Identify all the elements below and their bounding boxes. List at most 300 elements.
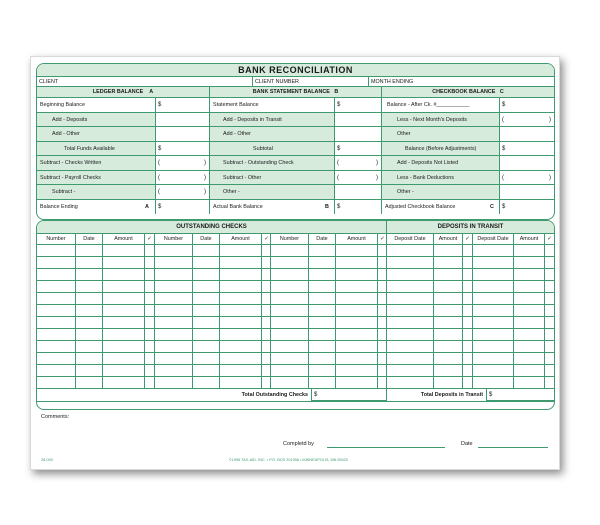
entry-cell-amount[interactable]	[219, 365, 261, 377]
col-header-check: ✓	[144, 234, 154, 245]
entry-cell-amount[interactable]	[433, 245, 462, 257]
ledger-close-paren: )	[204, 160, 206, 166]
entry-cell-date[interactable]	[308, 317, 335, 329]
entry-cell-number[interactable]	[270, 281, 308, 293]
entry-cell-number[interactable]	[154, 341, 192, 353]
entry-cell-check[interactable]	[544, 269, 554, 281]
ledger-open-paren: (	[158, 189, 160, 195]
checkbook-header-text: CHECKBOOK BALANCE	[432, 89, 496, 95]
bank-row-label: Other -	[209, 185, 334, 200]
entry-cell-deposit-date[interactable]	[386, 281, 433, 293]
entry-cell-amount[interactable]	[335, 329, 377, 341]
ledger-row-label: Subtract - Checks Written	[37, 156, 155, 171]
entry-cell-number[interactable]	[270, 257, 308, 269]
entry-cell-amount[interactable]	[335, 317, 377, 329]
bank-row-value[interactable]	[334, 156, 381, 171]
entry-cell-deposit-date[interactable]	[472, 317, 513, 329]
entry-cell-number[interactable]	[270, 305, 308, 317]
entry-cell-date[interactable]	[75, 257, 102, 269]
checkbook-ending-label: Adjusted Checkbook Balance	[385, 203, 456, 210]
entry-cell-date[interactable]	[308, 281, 335, 293]
entry-cell-deposit-date[interactable]	[472, 269, 513, 281]
entry-cell-check[interactable]	[544, 353, 554, 365]
ledger-ending-label: Balance Ending	[40, 203, 78, 210]
col-header-amount: Amount	[433, 234, 462, 245]
checkbook-row-label: Other -	[381, 185, 499, 200]
entry-cell-date[interactable]	[308, 257, 335, 269]
entry-cell-date[interactable]	[75, 329, 102, 341]
col-header-check: ✓	[377, 234, 387, 245]
ledger-ending-value[interactable]	[155, 200, 209, 215]
bank-open-paren: (	[337, 174, 339, 181]
month-ending-field[interactable]	[368, 77, 554, 87]
summary-section	[36, 63, 555, 220]
bank-header	[209, 87, 381, 98]
ledger-row-label: Subtract -	[37, 185, 155, 200]
entry-cell-number[interactable]	[37, 317, 75, 329]
entry-cell-date[interactable]	[75, 317, 102, 329]
checkbook-row-value[interactable]	[499, 185, 554, 200]
entry-cell-number[interactable]	[37, 245, 75, 257]
date-label: Date	[461, 441, 473, 447]
entry-cell-amount[interactable]	[219, 281, 261, 293]
ledger-row-label: Beginning Balance	[37, 98, 155, 113]
checkbook-row-label: Less - Bank Deductions	[381, 171, 499, 186]
entry-cell-date[interactable]	[75, 341, 102, 353]
entry-cell-amount[interactable]	[102, 305, 144, 317]
entry-cell-number[interactable]	[154, 269, 192, 281]
entry-cell-number[interactable]	[37, 269, 75, 281]
entry-cell-date[interactable]	[75, 353, 102, 365]
total-deposits-label: Total Deposits in Transit	[386, 389, 486, 401]
ledger-dollar-sign: $	[158, 145, 162, 152]
entry-cell-deposit-date[interactable]	[386, 269, 433, 281]
entry-cell-amount[interactable]	[513, 329, 544, 341]
entry-cell-amount[interactable]	[102, 341, 144, 353]
entry-cell-check[interactable]	[544, 293, 554, 305]
entry-cell-date[interactable]	[308, 353, 335, 365]
bank-close-paren: )	[376, 174, 378, 181]
entry-cell-date[interactable]	[192, 245, 219, 257]
total-deposits-dollar: $	[489, 392, 493, 398]
entry-cell-date[interactable]	[308, 365, 335, 377]
entry-cell-number[interactable]	[37, 365, 75, 377]
entry-cell-amount[interactable]	[433, 341, 462, 353]
entry-cell-check[interactable]	[462, 305, 472, 317]
checkbook-row-value[interactable]	[499, 113, 554, 128]
entry-cell-amount[interactable]	[219, 341, 261, 353]
entry-cell-amount[interactable]	[335, 245, 377, 257]
bank-row-label: Statement Balance	[209, 98, 334, 113]
entry-cell-date[interactable]	[75, 281, 102, 293]
ledger-open-paren: (	[158, 160, 160, 166]
entry-cell-amount[interactable]	[335, 377, 377, 389]
entry-cell-amount[interactable]	[433, 353, 462, 365]
bank-row-value[interactable]	[334, 113, 381, 128]
entry-cell-deposit-date[interactable]	[386, 341, 433, 353]
entry-cell-number[interactable]	[270, 377, 308, 389]
bank-row-label: Subtract - Outstanding Check	[209, 156, 334, 171]
entry-cell-amount[interactable]	[335, 269, 377, 281]
col-header-check: ✓	[462, 234, 472, 245]
entry-cell-check[interactable]	[144, 245, 154, 257]
entry-cell-deposit-date[interactable]	[386, 329, 433, 341]
col-header-amount: Amount	[102, 234, 144, 245]
entry-cell-check[interactable]	[462, 293, 472, 305]
entry-cell-check[interactable]	[462, 317, 472, 329]
entry-cell-number[interactable]	[270, 341, 308, 353]
entry-cell-check[interactable]	[144, 353, 154, 365]
entry-cell-number[interactable]	[37, 329, 75, 341]
bank-row-label: Add - Other	[209, 127, 334, 142]
entry-cell-amount[interactable]	[433, 329, 462, 341]
entry-cell-date[interactable]	[192, 257, 219, 269]
entry-cell-number[interactable]	[154, 245, 192, 257]
entry-cell-number[interactable]	[37, 281, 75, 293]
checkbook-header	[381, 87, 554, 98]
entry-cell-amount[interactable]	[219, 269, 261, 281]
ledger-close-paren: )	[204, 174, 206, 181]
checkbook-row-label: Add - Deposits Not Listed	[381, 156, 499, 171]
entry-cell-amount[interactable]	[513, 365, 544, 377]
entry-cell-number[interactable]	[154, 293, 192, 305]
entry-cell-amount[interactable]	[513, 281, 544, 293]
entry-cell-date[interactable]	[308, 245, 335, 257]
entry-cell-date[interactable]	[308, 305, 335, 317]
entry-cell-check[interactable]	[544, 317, 554, 329]
entry-cell-amount[interactable]	[102, 281, 144, 293]
entry-cell-amount[interactable]	[513, 353, 544, 365]
entry-cell-deposit-date[interactable]	[472, 377, 513, 389]
entry-cell-check[interactable]	[544, 341, 554, 353]
entry-cell-check[interactable]	[144, 293, 154, 305]
ledger-letter: A	[149, 89, 154, 95]
entry-cell-amount[interactable]	[335, 365, 377, 377]
entry-cell-check[interactable]	[144, 257, 154, 269]
deposits-title: DEPOSITS IN TRANSIT	[386, 221, 554, 234]
entry-cell-date[interactable]	[192, 353, 219, 365]
ledger-row-value[interactable]	[155, 142, 209, 157]
checkbook-letter: C	[499, 89, 504, 95]
entry-cell-number[interactable]	[37, 353, 75, 365]
ledger-row-value[interactable]	[155, 156, 209, 171]
entry-cell-deposit-date[interactable]	[386, 245, 433, 257]
entry-cell-number[interactable]	[270, 353, 308, 365]
checkbook-dollar-sign: $	[502, 145, 506, 152]
entry-cell-number[interactable]	[37, 257, 75, 269]
entry-cell-check[interactable]	[144, 269, 154, 281]
entry-cell-check[interactable]	[144, 341, 154, 353]
entry-cell-amount[interactable]	[433, 317, 462, 329]
entry-cell-date[interactable]	[75, 245, 102, 257]
entry-cell-date[interactable]	[192, 305, 219, 317]
entry-cell-date[interactable]	[75, 377, 102, 389]
entry-cell-amount[interactable]	[513, 317, 544, 329]
entry-cell-amount[interactable]	[433, 281, 462, 293]
entry-cell-check[interactable]	[462, 377, 472, 389]
client-number-field[interactable]	[252, 77, 368, 87]
total-outstanding-label: Total Outstanding Checks	[241, 392, 308, 398]
checkbook-row-value[interactable]	[499, 98, 554, 113]
entry-cell-amount[interactable]	[102, 257, 144, 269]
bank-row-value[interactable]	[334, 98, 381, 113]
col-header-check: ✓	[544, 234, 554, 245]
bank-row-value[interactable]	[334, 127, 381, 142]
entry-cell-check[interactable]	[462, 245, 472, 257]
entry-cell-amount[interactable]	[219, 377, 261, 389]
ledger-open-paren: (	[158, 174, 160, 181]
entry-cell-number[interactable]	[37, 293, 75, 305]
entry-cell-amount[interactable]	[335, 257, 377, 269]
checkbook-row-value[interactable]	[499, 171, 554, 186]
entry-cell-number[interactable]	[37, 305, 75, 317]
checkbook-ending	[381, 200, 499, 215]
col-header-date: Date	[308, 234, 335, 245]
entry-cell-amount[interactable]	[219, 305, 261, 317]
entry-cell-date[interactable]	[308, 341, 335, 353]
col-header-deposit-date: Deposit Date	[386, 234, 433, 245]
ledger-row-value[interactable]	[155, 185, 209, 200]
entry-cell-date[interactable]	[192, 269, 219, 281]
form-title: BANK RECONCILIATION	[37, 64, 554, 77]
entry-cell-date[interactable]	[192, 365, 219, 377]
checkbook-row-label: Other	[381, 127, 499, 142]
entry-cell-number[interactable]	[154, 377, 192, 389]
entry-cell-deposit-date[interactable]	[386, 257, 433, 269]
entry-cell-check[interactable]	[462, 353, 472, 365]
checkbook-ending-letter: C	[490, 203, 494, 210]
bank-row-label: Subtract - Other	[209, 171, 334, 186]
entry-cell-date[interactable]	[308, 269, 335, 281]
entry-cell-amount[interactable]	[102, 245, 144, 257]
entry-cell-deposit-date[interactable]	[472, 365, 513, 377]
entry-cell-date[interactable]	[75, 305, 102, 317]
entry-cell-amount[interactable]	[513, 377, 544, 389]
entry-cell-check[interactable]	[544, 281, 554, 293]
outstanding-checks-title: OUTSTANDING CHECKS	[37, 221, 386, 234]
reconciliation-form	[30, 56, 560, 470]
entry-cell-amount[interactable]	[433, 257, 462, 269]
entry-cell-deposit-date[interactable]	[472, 353, 513, 365]
bank-dollar-sign: $	[337, 145, 341, 152]
entry-cell-amount[interactable]	[433, 269, 462, 281]
ledger-header	[37, 87, 209, 98]
entry-cell-check[interactable]	[462, 257, 472, 269]
entry-cell-date[interactable]	[75, 269, 102, 281]
checkbook-row-value[interactable]	[499, 142, 554, 157]
entry-cell-amount[interactable]	[102, 329, 144, 341]
col-header-date: Date	[192, 234, 219, 245]
entry-cell-check[interactable]	[544, 377, 554, 389]
entry-cell-deposit-date[interactable]	[472, 329, 513, 341]
col-header-amount: Amount	[219, 234, 261, 245]
entry-cell-amount[interactable]	[102, 269, 144, 281]
entry-cell-date[interactable]	[75, 365, 102, 377]
entry-cell-deposit-date[interactable]	[386, 353, 433, 365]
entry-cell-deposit-date[interactable]	[472, 305, 513, 317]
checkbook-open-paren: (	[502, 174, 504, 181]
ledger-row-value[interactable]	[155, 113, 209, 128]
col-header-amount: Amount	[513, 234, 544, 245]
entry-cell-amount[interactable]	[513, 245, 544, 257]
bank-row-value[interactable]	[334, 185, 381, 200]
entry-cell-date[interactable]	[308, 329, 335, 341]
entry-cell-date[interactable]	[192, 341, 219, 353]
entry-cell-amount[interactable]	[335, 305, 377, 317]
entry-cell-check[interactable]	[144, 305, 154, 317]
entry-cell-check[interactable]	[544, 329, 554, 341]
checkbook-row-label: Balance - After Ck. #___________	[381, 98, 499, 113]
entry-cell-check[interactable]	[544, 365, 554, 377]
date-line[interactable]	[478, 447, 548, 448]
entry-cell-amount[interactable]	[513, 293, 544, 305]
ledger-row-value[interactable]	[155, 98, 209, 113]
entry-cell-deposit-date[interactable]	[386, 305, 433, 317]
completed-by-line[interactable]	[327, 447, 445, 448]
month-ending-label: MONTH ENDING	[371, 79, 414, 85]
completed-by-label: Completd by	[283, 441, 314, 447]
entry-cell-number[interactable]	[154, 305, 192, 317]
entry-cell-amount[interactable]	[433, 293, 462, 305]
entry-cell-amount[interactable]	[335, 293, 377, 305]
entry-cell-date[interactable]	[308, 293, 335, 305]
ledger-row-value[interactable]	[155, 127, 209, 142]
entry-cell-amount[interactable]	[102, 365, 144, 377]
client-field[interactable]	[37, 77, 252, 87]
entry-cell-check[interactable]	[544, 257, 554, 269]
entry-cell-number[interactable]	[270, 365, 308, 377]
entry-cell-check[interactable]	[544, 245, 554, 257]
entry-cell-date[interactable]	[308, 377, 335, 389]
entry-cell-date[interactable]	[192, 329, 219, 341]
entry-cell-date[interactable]	[192, 317, 219, 329]
entry-cell-deposit-date[interactable]	[472, 245, 513, 257]
entry-cell-number[interactable]	[154, 353, 192, 365]
bank-letter: B	[334, 89, 339, 95]
entry-cell-amount[interactable]	[513, 269, 544, 281]
bank-ending	[209, 200, 334, 215]
entry-cell-number[interactable]	[270, 317, 308, 329]
checkbook-ending-value[interactable]	[499, 200, 554, 215]
entry-cell-check[interactable]	[144, 281, 154, 293]
entry-cell-deposit-date[interactable]	[386, 317, 433, 329]
entry-cell-check[interactable]	[462, 329, 472, 341]
ledger-ending-letter: A	[145, 203, 149, 210]
bank-header-text: BANK STATEMENT BALANCE	[252, 89, 330, 95]
entry-cell-deposit-date[interactable]	[472, 281, 513, 293]
entry-cell-deposit-date[interactable]	[472, 293, 513, 305]
total-outstanding-dollar: $	[314, 392, 318, 398]
entry-cell-date[interactable]	[192, 377, 219, 389]
entry-cell-number[interactable]	[154, 365, 192, 377]
entry-cell-amount[interactable]	[219, 245, 261, 257]
entry-cell-check[interactable]	[144, 365, 154, 377]
checkbook-close-paren: )	[549, 116, 551, 123]
entry-cell-number[interactable]	[37, 341, 75, 353]
checkbook-dollar-sign: $	[502, 102, 506, 108]
bank-ending-value[interactable]	[334, 200, 381, 215]
entry-cell-number[interactable]	[270, 293, 308, 305]
bank-open-paren: (	[337, 160, 339, 166]
entry-cell-date[interactable]	[192, 293, 219, 305]
entry-cell-date[interactable]	[192, 281, 219, 293]
entry-cell-number[interactable]	[154, 317, 192, 329]
entry-cell-deposit-date[interactable]	[386, 293, 433, 305]
bank-row-value[interactable]	[334, 171, 381, 186]
checkbook-row-value[interactable]	[499, 156, 554, 171]
ledger-close-paren: )	[204, 189, 206, 195]
entry-cell-number[interactable]	[37, 377, 75, 389]
entry-cell-amount[interactable]	[102, 317, 144, 329]
entry-cell-deposit-date[interactable]	[386, 365, 433, 377]
checkbook-row-value[interactable]	[499, 127, 554, 142]
entry-cell-amount[interactable]	[219, 353, 261, 365]
ledger-row-label: Add - Other	[37, 127, 155, 142]
entry-cell-check[interactable]	[462, 365, 472, 377]
entry-cell-amount[interactable]	[513, 341, 544, 353]
entry-cell-amount[interactable]	[219, 329, 261, 341]
checkbook-ending-dollar: $	[502, 203, 506, 210]
entry-cell-deposit-date[interactable]	[472, 341, 513, 353]
entry-cell-check[interactable]	[462, 281, 472, 293]
ledger-row-value[interactable]	[155, 171, 209, 186]
entry-cell-amount[interactable]	[433, 377, 462, 389]
entry-cell-number[interactable]	[154, 281, 192, 293]
col-header-date: Date	[75, 234, 102, 245]
entry-cell-check[interactable]	[462, 269, 472, 281]
entry-cell-amount[interactable]	[433, 365, 462, 377]
ledger-ending-dollar: $	[158, 203, 162, 210]
entry-cell-amount[interactable]	[219, 293, 261, 305]
entry-cell-number[interactable]	[154, 329, 192, 341]
entry-cell-date[interactable]	[75, 293, 102, 305]
entry-cell-amount[interactable]	[513, 305, 544, 317]
totals-divider	[37, 401, 554, 402]
entry-cell-amount[interactable]	[102, 377, 144, 389]
entry-cell-amount[interactable]	[219, 317, 261, 329]
entry-cell-amount[interactable]	[433, 305, 462, 317]
entry-cell-amount[interactable]	[102, 353, 144, 365]
entry-cell-amount[interactable]	[335, 341, 377, 353]
entry-cell-deposit-date[interactable]	[472, 257, 513, 269]
entry-cell-check[interactable]	[144, 329, 154, 341]
entry-cell-number[interactable]	[154, 257, 192, 269]
ledger-header-text: LEDGER BALANCE	[92, 89, 144, 95]
total-deposits-value[interactable]	[486, 389, 554, 401]
entry-cell-check[interactable]	[144, 317, 154, 329]
bank-row-label: Add - Deposits in Transit	[209, 113, 334, 128]
ledger-row-label: Add - Deposits	[37, 113, 155, 128]
entry-cell-check[interactable]	[544, 305, 554, 317]
col-header-amount: Amount	[335, 234, 377, 245]
col-header-number: Number	[270, 234, 308, 245]
entry-cell-number[interactable]	[270, 269, 308, 281]
entry-cell-number[interactable]	[270, 329, 308, 341]
entry-cell-check[interactable]	[144, 377, 154, 389]
checkbook-close-paren: )	[549, 174, 551, 181]
entry-cell-amount[interactable]	[335, 353, 377, 365]
entry-cell-number[interactable]	[270, 245, 308, 257]
entry-cell-amount[interactable]	[219, 257, 261, 269]
total-outstanding-value[interactable]	[311, 389, 386, 401]
bank-row-value[interactable]	[334, 142, 381, 157]
entry-cell-amount[interactable]	[513, 257, 544, 269]
entry-cell-amount[interactable]	[102, 293, 144, 305]
entry-cell-check[interactable]	[462, 341, 472, 353]
entry-cell-amount[interactable]	[335, 281, 377, 293]
entry-cell-deposit-date[interactable]	[386, 377, 433, 389]
client-number-label: CLIENT NUMBER	[255, 79, 299, 85]
